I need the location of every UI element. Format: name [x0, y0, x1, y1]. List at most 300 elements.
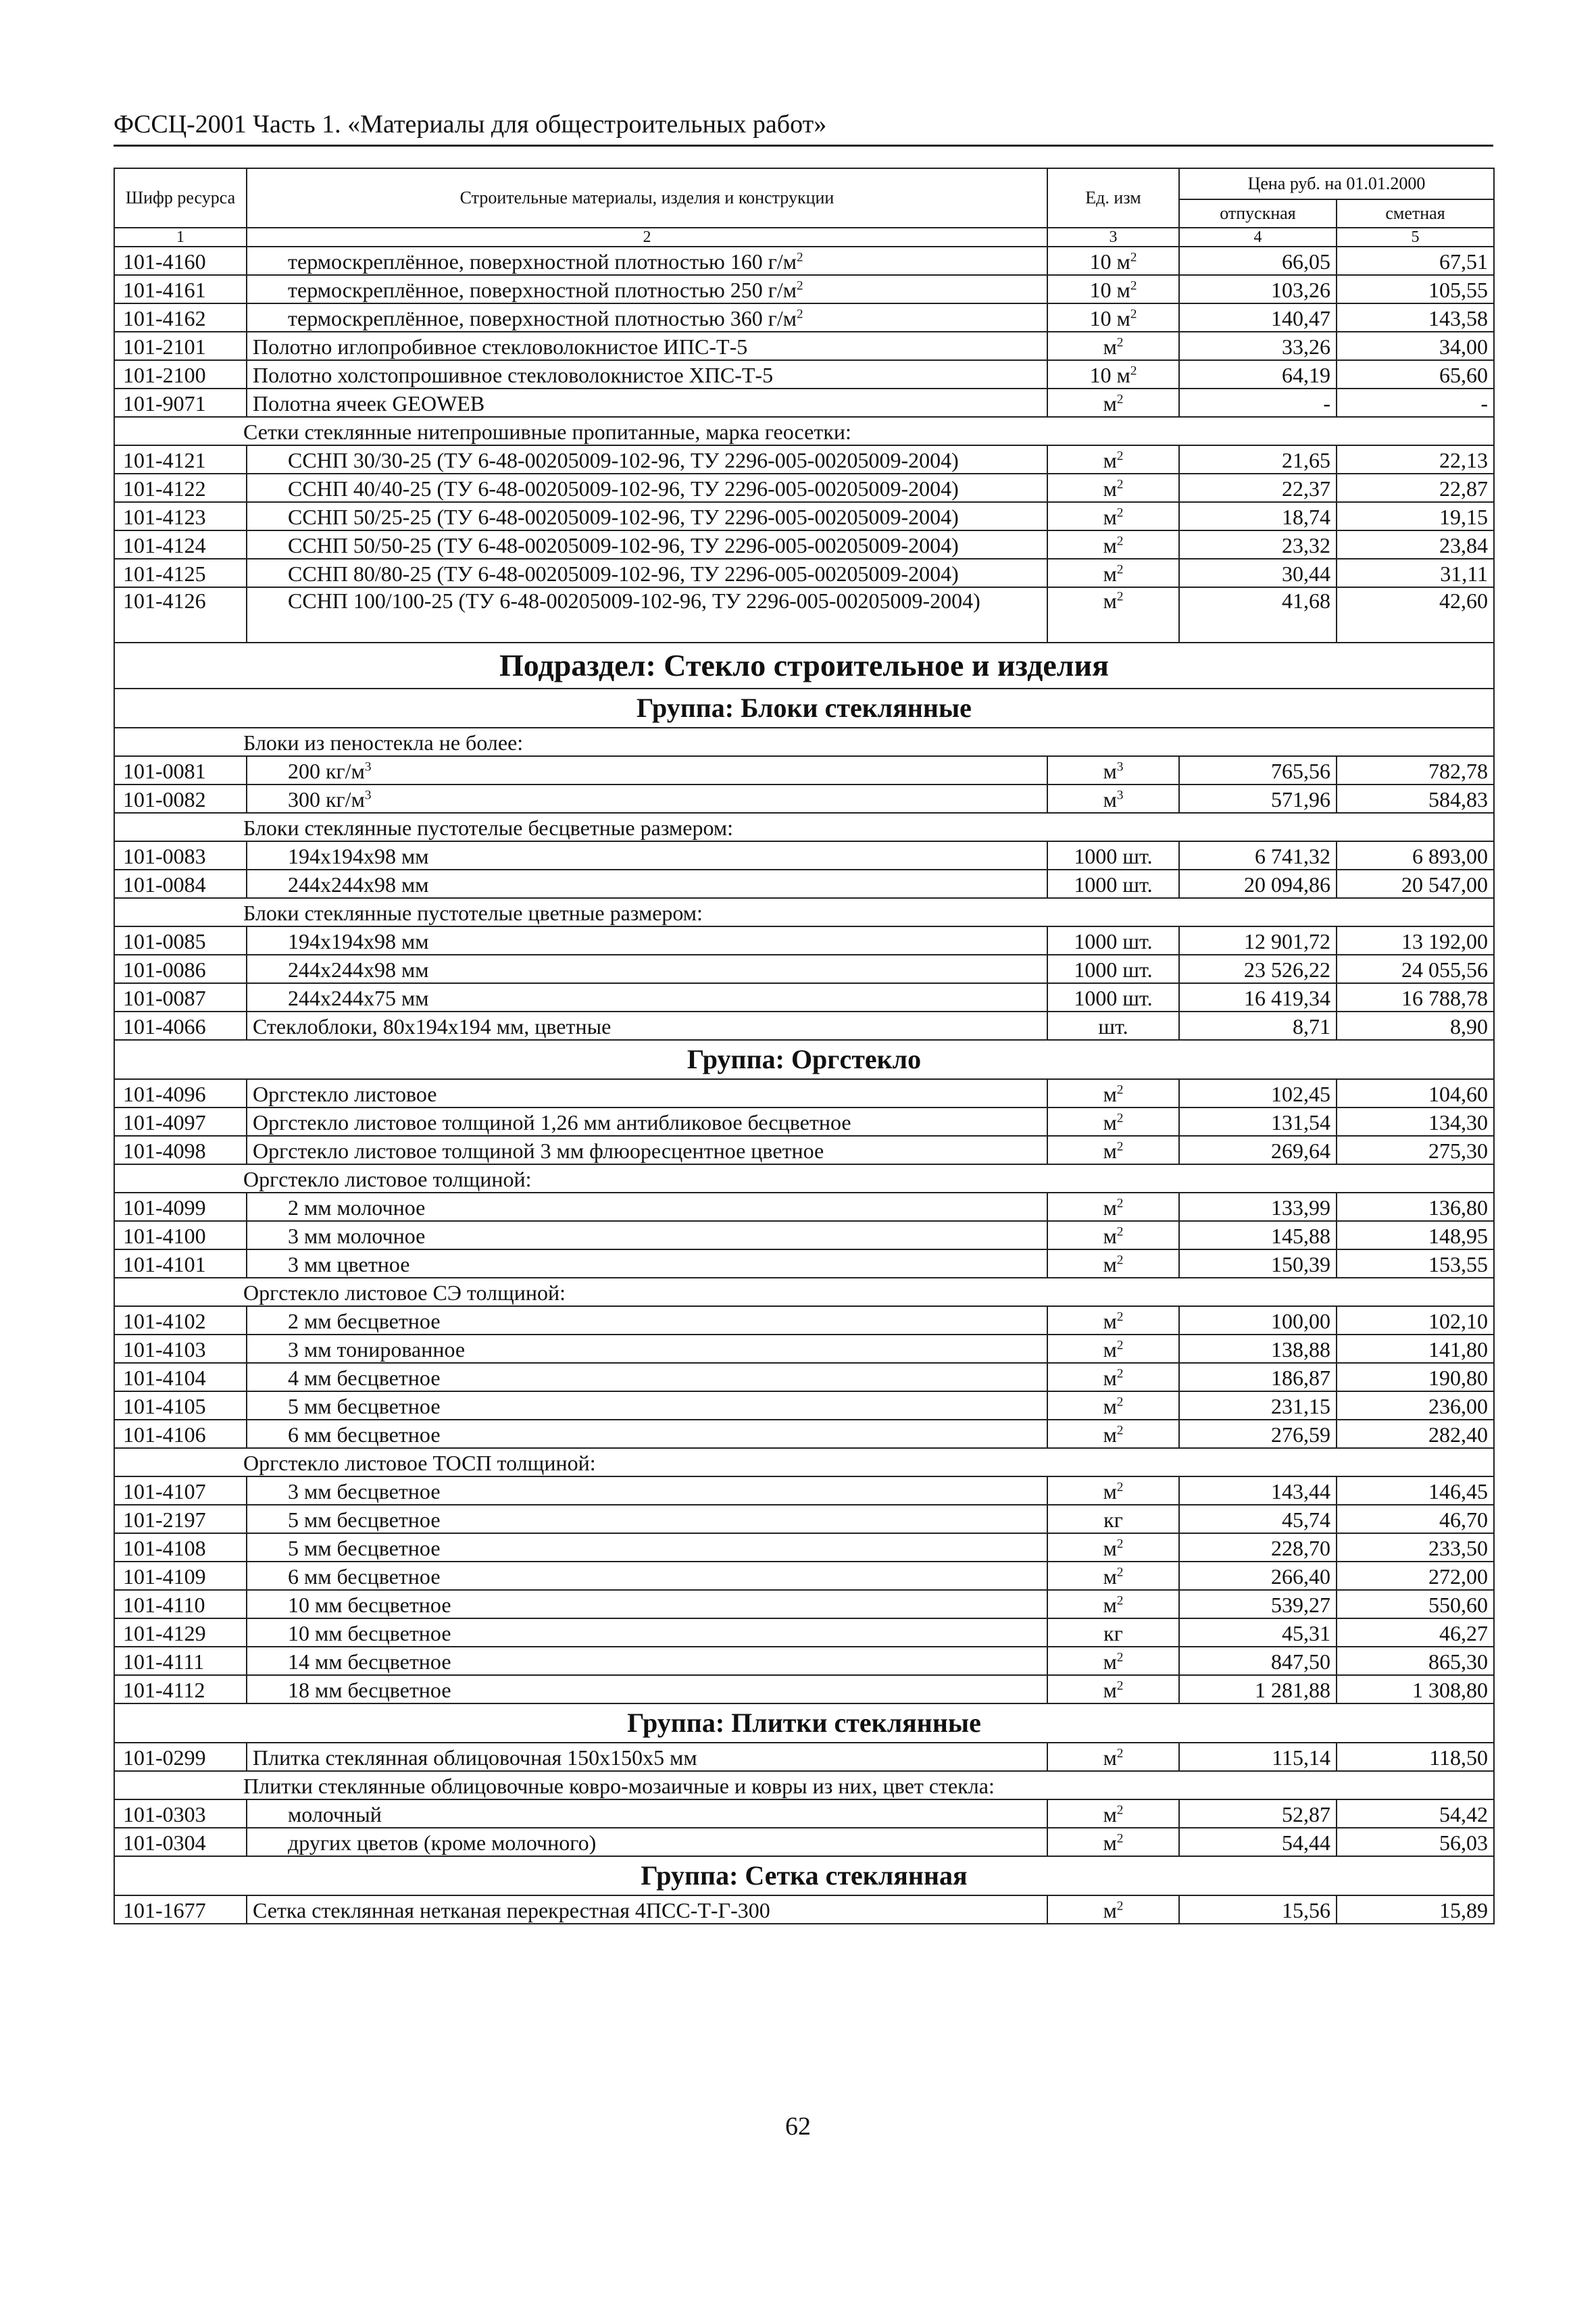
- estimate-price-text: 24 055,56: [1401, 957, 1488, 982]
- resource-code-text: 101-4105: [123, 1394, 206, 1418]
- resource-code: [114, 1221, 247, 1249]
- unit-cell: [1047, 756, 1179, 785]
- unit-cell-text: м: [1103, 391, 1117, 416]
- table-row: [114, 841, 1494, 870]
- estimate-price-text: 275,30: [1428, 1139, 1488, 1163]
- unit-cell: [1047, 502, 1179, 530]
- release-price-text: 231,15: [1271, 1394, 1330, 1418]
- estimate-price: [1337, 502, 1494, 530]
- table-row: [114, 474, 1494, 502]
- material-name: [247, 1743, 1047, 1771]
- col-price-header: Цена руб. на 01.01.2000: [1179, 168, 1494, 199]
- estimate-price: [1337, 1505, 1494, 1533]
- release-price: [1179, 1647, 1337, 1675]
- estimate-price: [1337, 1249, 1494, 1278]
- release-price: [1179, 1675, 1337, 1703]
- release-price-text: 6 741,32: [1255, 844, 1330, 868]
- material-name-text: ССНП 100/100-25 (ТУ 6-48-00205009-102-96, ТУ 2296-005-00205009-2004): [288, 589, 980, 613]
- estimate-price-text: 146,45: [1428, 1479, 1488, 1503]
- resource-code-text: 101-0086: [123, 957, 206, 982]
- estimate-price-text: 31,11: [1440, 562, 1488, 586]
- material-name-text: 5 мм бесцветное: [288, 1508, 441, 1532]
- unit-cell: [1047, 474, 1179, 502]
- estimate-price-text: 236,00: [1428, 1394, 1488, 1418]
- estimate-price: [1337, 870, 1494, 898]
- material-name-text: 244х244х75 мм: [288, 986, 429, 1010]
- table-row: [114, 502, 1494, 530]
- table-row: [114, 1743, 1494, 1771]
- resource-code: [114, 1012, 247, 1040]
- estimate-price-text: 23,84: [1439, 533, 1488, 557]
- release-price-text: 8,71: [1293, 1014, 1330, 1039]
- release-price: [1179, 1335, 1337, 1363]
- resource-code-text: 101-1677: [123, 1898, 206, 1922]
- resource-code-text: 101-9071: [123, 391, 206, 416]
- table-header: [114, 168, 1494, 247]
- release-price-text: 64,19: [1282, 363, 1330, 387]
- estimate-price: [1337, 1743, 1494, 1771]
- unit-cell-superscript: 2: [1130, 364, 1137, 378]
- unit-cell: [1047, 247, 1179, 275]
- table-row: [114, 1221, 1494, 1249]
- material-name-text: Сетка стеклянная нетканая перекрестная 4ПСС-Т-Г-300: [253, 1898, 770, 1922]
- unit-cell-text: шт.: [1098, 1014, 1128, 1039]
- unit-cell-text: м: [1103, 1139, 1117, 1163]
- estimate-price: [1337, 247, 1494, 275]
- unit-cell-superscript: 2: [1116, 477, 1124, 492]
- unit-cell: [1047, 1799, 1179, 1828]
- resource-code-text: 101-0084: [123, 872, 206, 897]
- material-name-text: Стеклоблоки, 80х194х194 мм, цветные: [253, 1014, 612, 1039]
- table-row: [114, 247, 1494, 275]
- subgroup-label: Оргстекло листовое ТОСП толщиной:: [114, 1448, 1494, 1476]
- section-heading-row: [114, 643, 1494, 689]
- material-name-superscript: 2: [796, 307, 803, 322]
- estimate-price: [1337, 303, 1494, 332]
- release-price: [1179, 983, 1337, 1012]
- table-row: [114, 587, 1494, 643]
- col-number: 4: [1179, 228, 1337, 247]
- resource-code-text: 101-4121: [123, 448, 206, 472]
- material-name-text: 194х194х98 мм: [288, 929, 429, 953]
- unit-cell-text: м: [1103, 1898, 1117, 1922]
- material-name-text: ССНП 30/30-25 (ТУ 6-48-00205009-102-96, ТУ 2296-005-00205009-2004): [288, 448, 959, 472]
- col-number: 3: [1047, 228, 1179, 247]
- release-price-text: 571,96: [1271, 787, 1330, 812]
- unit-cell-superscript: 3: [1116, 760, 1124, 774]
- release-price-text: 765,56: [1271, 759, 1330, 783]
- table-row: [114, 1363, 1494, 1391]
- release-price: [1179, 559, 1337, 587]
- estimate-price-text: 118,50: [1429, 1745, 1488, 1770]
- material-name: [247, 926, 1047, 955]
- estimate-price: [1337, 559, 1494, 587]
- estimate-price: [1337, 474, 1494, 502]
- section-heading: Подраздел: Стекло строительное и изделия: [114, 643, 1494, 689]
- resource-code-text: 101-4110: [123, 1593, 205, 1617]
- resource-code-text: 101-4102: [123, 1309, 206, 1333]
- resource-code: [114, 1136, 247, 1164]
- unit-cell-text: м: [1103, 1649, 1117, 1674]
- subgroup-label: Оргстекло листовое толщиной:: [114, 1164, 1494, 1193]
- table-row: [114, 1675, 1494, 1703]
- material-name: [247, 841, 1047, 870]
- material-name-text: 14 мм бесцветное: [288, 1649, 451, 1674]
- unit-cell-text: м: [1103, 476, 1117, 501]
- group-heading-row: [114, 689, 1494, 728]
- release-price: [1179, 275, 1337, 303]
- resource-code: [114, 247, 247, 275]
- estimate-price-text: 105,55: [1428, 278, 1488, 302]
- release-price: [1179, 1533, 1337, 1562]
- material-name: [247, 1079, 1047, 1107]
- unit-cell: [1047, 1107, 1179, 1136]
- material-name: [247, 1505, 1047, 1533]
- unit-cell-text: м: [1103, 1564, 1117, 1589]
- release-price: [1179, 360, 1337, 389]
- estimate-price-text: 1 308,80: [1412, 1678, 1488, 1702]
- resource-code: [114, 841, 247, 870]
- release-price: [1179, 1476, 1337, 1505]
- resource-code: [114, 1107, 247, 1136]
- material-name-text: 5 мм бесцветное: [288, 1394, 441, 1418]
- unit-cell-text: м: [1103, 1422, 1117, 1447]
- material-name: [247, 559, 1047, 587]
- resource-code-text: 101-0082: [123, 787, 206, 812]
- resource-code: [114, 1306, 247, 1335]
- resource-code-text: 101-4096: [123, 1082, 206, 1106]
- resource-code: [114, 1249, 247, 1278]
- material-name: [247, 1799, 1047, 1828]
- unit-cell-superscript: 2: [1116, 534, 1124, 549]
- resource-code-text: 101-2197: [123, 1508, 206, 1532]
- subgroup-label-row: [114, 1448, 1494, 1476]
- release-price: [1179, 1221, 1337, 1249]
- estimate-price-text: 143,58: [1428, 306, 1488, 330]
- subgroup-label: Оргстекло листовое СЭ толщиной:: [114, 1278, 1494, 1306]
- unit-cell: [1047, 1675, 1179, 1703]
- unit-cell-superscript: 2: [1116, 1196, 1124, 1211]
- resource-code: [114, 1335, 247, 1363]
- estimate-price-text: 54,42: [1439, 1802, 1488, 1826]
- material-name-text: термоскреплённое, поверхностной плотностью 360 г/м: [288, 306, 797, 330]
- release-price: [1179, 785, 1337, 813]
- unit-cell: [1047, 1505, 1179, 1533]
- unit-cell-superscript: 2: [1130, 307, 1137, 322]
- subgroup-label-row: [114, 1164, 1494, 1193]
- estimate-price-text: 56,03: [1439, 1831, 1488, 1855]
- unit-cell: [1047, 1895, 1179, 1924]
- unit-cell-text: м: [1103, 505, 1117, 529]
- resource-code-text: 101-4097: [123, 1110, 206, 1135]
- unit-cell: [1047, 332, 1179, 360]
- release-price-text: 138,88: [1271, 1337, 1330, 1362]
- release-price-text: 30,44: [1282, 562, 1330, 586]
- release-price-text: 100,00: [1271, 1309, 1330, 1333]
- material-name: [247, 1136, 1047, 1164]
- release-price-text: 16 419,34: [1244, 986, 1330, 1010]
- material-name-superscript: 2: [796, 250, 803, 265]
- unit-cell-superscript: 2: [1116, 1650, 1124, 1665]
- estimate-price-text: 153,55: [1428, 1252, 1488, 1276]
- material-name: [247, 1828, 1047, 1856]
- estimate-price-text: 67,51: [1439, 249, 1488, 274]
- material-name-text: 3 мм бесцветное: [288, 1479, 441, 1503]
- resource-code-text: 101-4122: [123, 476, 206, 501]
- table-row: [114, 303, 1494, 332]
- resource-code-text: 101-4111: [123, 1649, 205, 1674]
- subgroup-label-row: [114, 898, 1494, 926]
- material-name-text: молочный: [288, 1802, 382, 1826]
- release-price: [1179, 870, 1337, 898]
- material-name: [247, 785, 1047, 813]
- table-row: [114, 1193, 1494, 1221]
- release-price-text: 276,59: [1271, 1422, 1330, 1447]
- estimate-price-text: 19,15: [1439, 505, 1488, 529]
- estimate-price: [1337, 1647, 1494, 1675]
- resource-code-text: 101-4106: [123, 1422, 206, 1447]
- release-price-text: 1 281,88: [1255, 1678, 1330, 1702]
- group-heading: Группа: Блоки стеклянные: [114, 689, 1494, 728]
- estimate-price-text: 136,80: [1428, 1195, 1488, 1220]
- resource-code-text: 101-4107: [123, 1479, 206, 1503]
- resource-code: [114, 502, 247, 530]
- unit-cell-text: м: [1103, 562, 1117, 586]
- table-row: [114, 1107, 1494, 1136]
- estimate-price: [1337, 1533, 1494, 1562]
- subgroup-label-row: [114, 813, 1494, 841]
- release-price: [1179, 1895, 1337, 1924]
- material-name-text: 244х244х98 мм: [288, 957, 429, 982]
- estimate-price: [1337, 1193, 1494, 1221]
- release-price-text: 131,54: [1271, 1110, 1330, 1135]
- material-name-text: 6 мм бесцветное: [288, 1422, 441, 1447]
- estimate-price-text: 15,89: [1439, 1898, 1488, 1922]
- table-row: [114, 870, 1494, 898]
- unit-cell-superscript: 2: [1116, 1310, 1124, 1324]
- group-heading: Группа: Сетка стеклянная: [114, 1856, 1494, 1895]
- material-name: [247, 1221, 1047, 1249]
- release-price: [1179, 1012, 1337, 1040]
- resource-code: [114, 530, 247, 559]
- unit-cell-text: 1000 шт.: [1074, 929, 1153, 953]
- resource-code: [114, 785, 247, 813]
- estimate-price: [1337, 1363, 1494, 1391]
- estimate-price: [1337, 1799, 1494, 1828]
- resource-code: [114, 559, 247, 587]
- material-name-text: 2 мм бесцветное: [288, 1309, 441, 1333]
- estimate-price: [1337, 785, 1494, 813]
- release-price-text: 66,05: [1282, 249, 1330, 274]
- release-price: [1179, 1107, 1337, 1136]
- release-price: [1179, 1743, 1337, 1771]
- col-unit-header: Ед. изм: [1047, 168, 1179, 228]
- unit-cell: [1047, 983, 1179, 1012]
- estimate-price-text: 233,50: [1428, 1536, 1488, 1560]
- estimate-price-text: 13 192,00: [1401, 929, 1488, 953]
- release-price: [1179, 1618, 1337, 1647]
- col-name-header: Строительные материалы, изделия и конструкции: [247, 168, 1047, 228]
- unit-cell-superscript: 2: [1116, 1224, 1124, 1239]
- table-row: [114, 275, 1494, 303]
- table-row: [114, 1618, 1494, 1647]
- resource-code: [114, 1675, 247, 1703]
- material-name: [247, 1306, 1047, 1335]
- release-price: [1179, 1799, 1337, 1828]
- table-row: [114, 756, 1494, 785]
- unit-cell-text: м: [1103, 1252, 1117, 1276]
- unit-cell: [1047, 275, 1179, 303]
- release-price-text: -: [1323, 391, 1330, 416]
- release-price: [1179, 1391, 1337, 1420]
- material-name: [247, 275, 1047, 303]
- material-name: [247, 445, 1047, 474]
- resource-code-text: 101-2100: [123, 363, 206, 387]
- material-name-text: термоскреплённое, поверхностной плотностью 250 г/м: [288, 278, 797, 302]
- subgroup-label: Сетки стеклянные нитепрошивные пропитанные, марка геосетки:: [114, 417, 1494, 445]
- estimate-price-text: 550,60: [1428, 1593, 1488, 1617]
- estimate-price: [1337, 955, 1494, 983]
- material-name: [247, 1420, 1047, 1448]
- estimate-price: [1337, 530, 1494, 559]
- resource-code: [114, 955, 247, 983]
- release-price-text: 133,99: [1271, 1195, 1330, 1220]
- unit-cell-superscript: 2: [1116, 562, 1124, 577]
- release-price: [1179, 1828, 1337, 1856]
- unit-cell-superscript: 2: [1116, 1803, 1124, 1818]
- unit-cell-superscript: 2: [1130, 250, 1137, 265]
- subgroup-label-row: [114, 1771, 1494, 1799]
- release-price-text: 12 901,72: [1244, 929, 1330, 953]
- resource-code: [114, 756, 247, 785]
- table-row: [114, 1391, 1494, 1420]
- table-row: [114, 1505, 1494, 1533]
- unit-cell: [1047, 1079, 1179, 1107]
- unit-cell: [1047, 1012, 1179, 1040]
- resource-code: [114, 983, 247, 1012]
- release-price: [1179, 1079, 1337, 1107]
- subgroup-label: Блоки стеклянные пустотелые бесцветные размером:: [114, 813, 1494, 841]
- resource-code-text: 101-4103: [123, 1337, 206, 1362]
- unit-cell-superscript: 2: [1116, 1111, 1124, 1126]
- table-row: [114, 1249, 1494, 1278]
- material-name-text: Оргстекло листовое толщиной 3 мм флюоресцентное цветное: [253, 1139, 824, 1163]
- release-price-text: 847,50: [1271, 1649, 1330, 1674]
- resource-code: [114, 1895, 247, 1924]
- release-price: [1179, 247, 1337, 275]
- unit-cell: [1047, 1391, 1179, 1420]
- release-price-text: 45,31: [1282, 1621, 1330, 1645]
- unit-cell: [1047, 1828, 1179, 1856]
- resource-code-text: 101-4126: [123, 589, 206, 613]
- unit-cell-superscript: 2: [1116, 1831, 1124, 1846]
- release-price-text: 140,47: [1271, 306, 1330, 330]
- release-price: [1179, 1420, 1337, 1448]
- unit-cell-superscript: 3: [1116, 788, 1124, 803]
- unit-cell-text: кг: [1103, 1508, 1123, 1532]
- unit-cell-text: 10 м: [1089, 249, 1130, 274]
- unit-cell-text: м: [1103, 1802, 1117, 1826]
- material-name: [247, 332, 1047, 360]
- table-row: [114, 1533, 1494, 1562]
- price-table-container: [114, 168, 1493, 1924]
- unit-cell-superscript: 2: [1116, 449, 1124, 464]
- unit-cell-text: м: [1103, 533, 1117, 557]
- estimate-price: [1337, 1590, 1494, 1618]
- estimate-price: [1337, 1221, 1494, 1249]
- unit-cell-text: 1000 шт.: [1074, 957, 1153, 982]
- resource-code: [114, 474, 247, 502]
- estimate-price: [1337, 1476, 1494, 1505]
- table-row: [114, 1828, 1494, 1856]
- subgroup-label: Плитки стеклянные облицовочные ковро-мозаичные и ковры из них, цвет стекла:: [114, 1771, 1494, 1799]
- estimate-price-text: 782,78: [1428, 759, 1488, 783]
- unit-cell-text: 10 м: [1089, 278, 1130, 302]
- release-price-text: 103,26: [1271, 278, 1330, 302]
- resource-code-text: 101-4104: [123, 1366, 206, 1390]
- material-name-text: Плитка стеклянная облицовочная 150х150х5 мм: [253, 1745, 697, 1770]
- resource-code: [114, 1533, 247, 1562]
- unit-cell: [1047, 1647, 1179, 1675]
- unit-cell-superscript: 2: [1116, 1480, 1124, 1495]
- material-name-superscript: 3: [364, 760, 372, 774]
- release-price: [1179, 445, 1337, 474]
- table-row: [114, 1476, 1494, 1505]
- estimate-price: [1337, 587, 1494, 643]
- resource-code-text: 101-0304: [123, 1831, 206, 1855]
- estimate-price: [1337, 1335, 1494, 1363]
- resource-code-text: 101-4124: [123, 533, 206, 557]
- unit-cell: [1047, 1335, 1179, 1363]
- estimate-price-text: 22,87: [1439, 476, 1488, 501]
- table-row: [114, 1562, 1494, 1590]
- estimate-price: [1337, 983, 1494, 1012]
- unit-cell-text: м: [1103, 589, 1117, 613]
- estimate-price-text: 20 547,00: [1401, 872, 1488, 897]
- material-name: [247, 756, 1047, 785]
- release-price: [1179, 587, 1337, 643]
- release-price: [1179, 1136, 1337, 1164]
- estimate-price: [1337, 1107, 1494, 1136]
- material-name-text: 10 мм бесцветное: [288, 1621, 451, 1645]
- material-name-superscript: 3: [364, 788, 372, 803]
- col-number: 5: [1337, 228, 1494, 247]
- material-name-text: 2 мм молочное: [288, 1195, 426, 1220]
- estimate-price-text: 141,80: [1428, 1337, 1488, 1362]
- material-name: [247, 1193, 1047, 1221]
- material-name-text: 4 мм бесцветное: [288, 1366, 441, 1390]
- unit-cell-text: м: [1103, 448, 1117, 472]
- unit-cell: [1047, 1136, 1179, 1164]
- estimate-price-text: 34,00: [1439, 334, 1488, 359]
- unit-cell-superscript: 2: [1116, 1082, 1124, 1097]
- release-price: [1179, 1249, 1337, 1278]
- estimate-price: [1337, 1012, 1494, 1040]
- table-row: [114, 445, 1494, 474]
- material-name: [247, 1618, 1047, 1647]
- release-price-text: 115,14: [1272, 1745, 1330, 1770]
- release-price-text: 41,68: [1282, 589, 1330, 613]
- resource-code-text: 101-4101: [123, 1252, 206, 1276]
- unit-cell-text: м: [1103, 1394, 1117, 1418]
- material-name-superscript: 2: [796, 278, 803, 293]
- resource-code: [114, 1079, 247, 1107]
- material-name-text: 18 мм бесцветное: [288, 1678, 451, 1702]
- material-name-text: Оргстекло листовое: [253, 1082, 437, 1106]
- unit-cell-text: м: [1103, 1831, 1117, 1855]
- unit-cell-superscript: 2: [1116, 1537, 1124, 1551]
- material-name: [247, 1533, 1047, 1562]
